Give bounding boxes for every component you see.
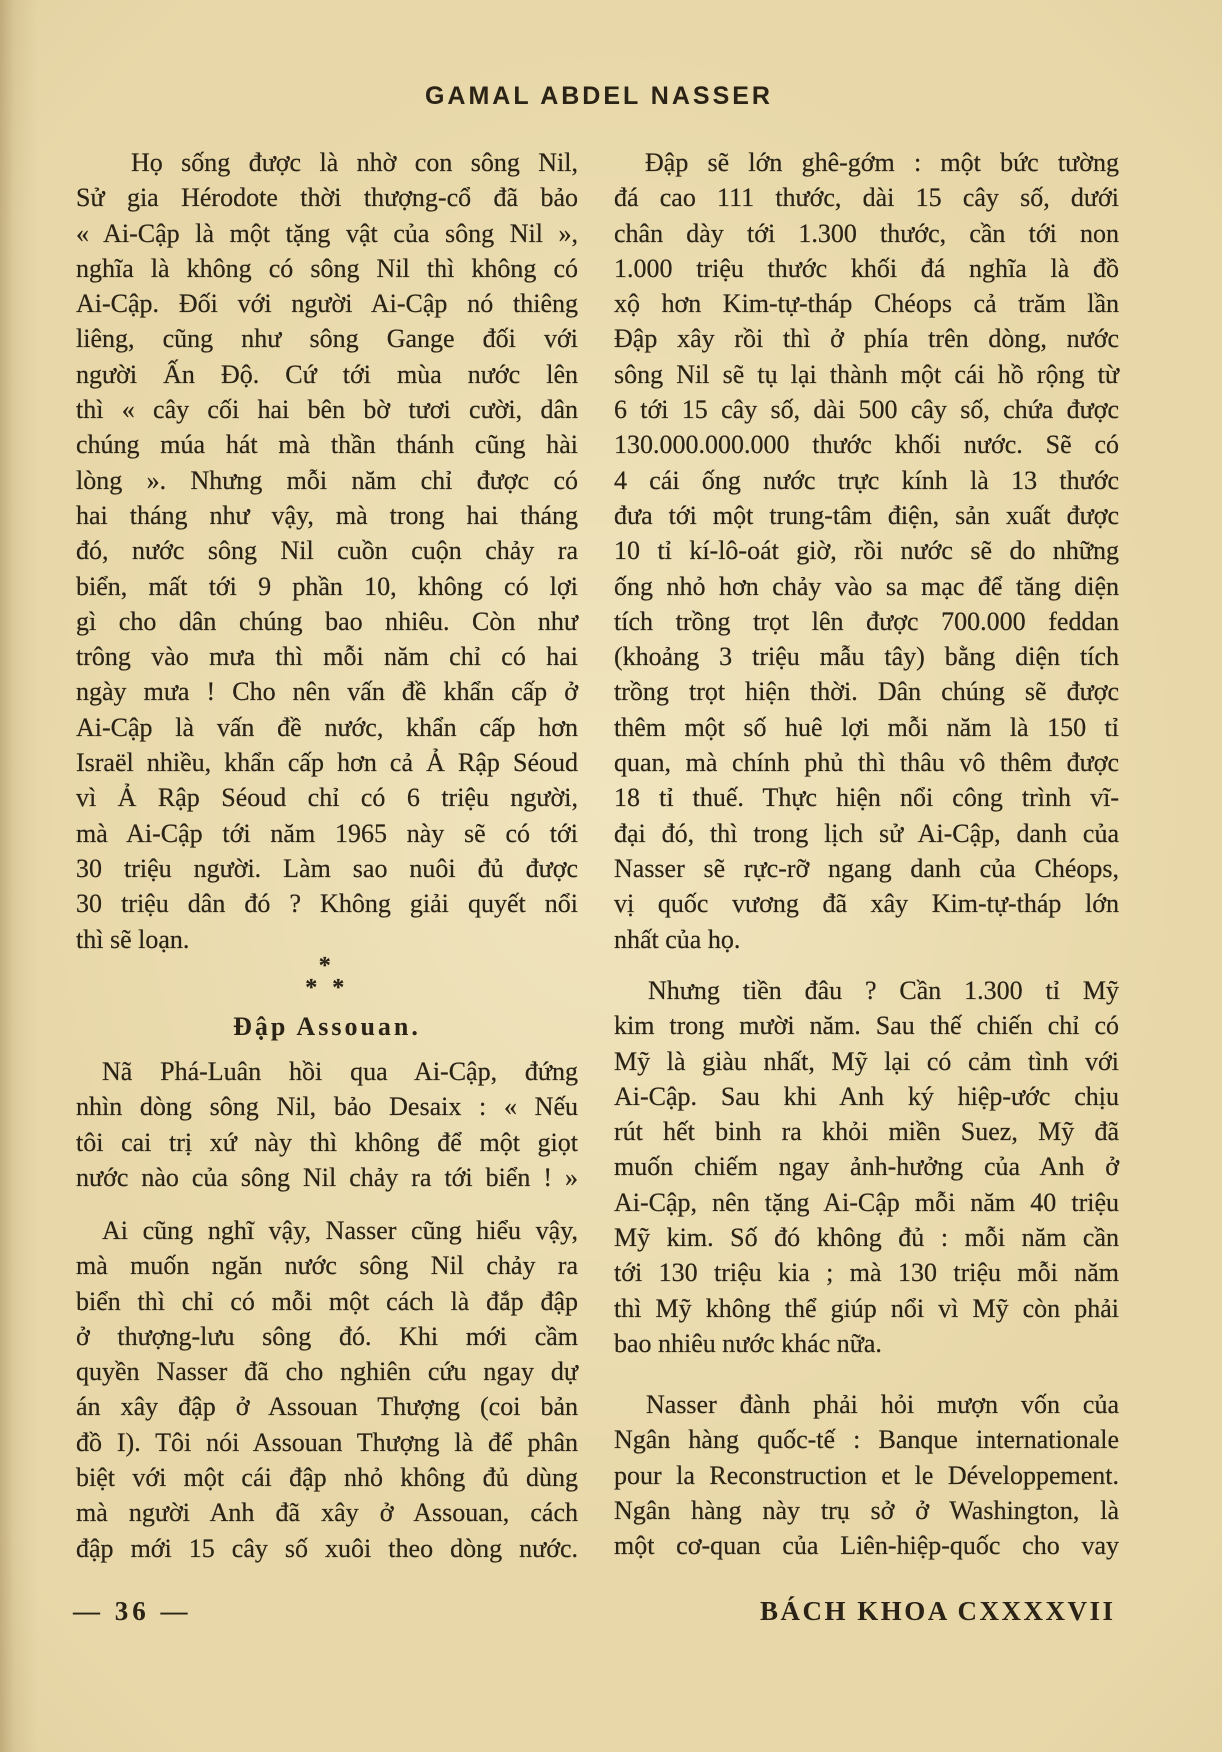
separator-stars: * * (305, 975, 349, 1001)
text-line: đại đó, thì trong lịch sử Ai-Cập, danh của (614, 818, 1119, 848)
text-line: Ai-Cập. Đối với người Ai-Cập nó thiêng (76, 289, 578, 319)
text-line: 130.000.000.000 thước khối nước. Sẽ có (614, 430, 1119, 460)
text-line: 30 triệu dân đó ? Không giải quyết nổi (76, 889, 578, 919)
text-line: mà muốn ngăn nước sông Nil chảy ra (76, 1251, 578, 1281)
text-line: 10 tỉ kí-lô-oát giờ, rồi nước sẽ do những (614, 536, 1119, 566)
text-line: Ai-Cập. Sau khi Anh ký hiệp-ước chịu (614, 1081, 1119, 1111)
text-line: Israël nhiều, khẩn cấp hơn cả Ả Rập Séoud (76, 748, 578, 778)
paragraph (614, 145, 1119, 957)
text-line: nước nào của sông Nil chảy ra tới biển ! » (76, 1162, 578, 1192)
text-line: thêm một số huê lợi mỗi năm là 150 tỉ (614, 712, 1119, 742)
text-line: đưa tới một trung-tâm điện, sản xuất được (614, 500, 1119, 530)
text-line: người Ấn Độ. Cứ tới mùa nước lên (76, 359, 578, 389)
text-line: ống nhỏ hơn chảy vào sa mạc để tăng diện (614, 571, 1119, 601)
text-line: Ai cũng nghĩ vậy, Nasser cũng hiểu vậy, (102, 1216, 578, 1245)
text-line: bao nhiêu nước khác nữa. (614, 1328, 882, 1358)
text-line: vì Ả Rập Séoud chỉ có 6 triệu người, (76, 783, 578, 813)
text-line: trồng trọt hiện thời. Dân chúng sẽ được (614, 677, 1119, 707)
text-line: đó, nước sông Nil cuồn cuộn chảy ra (76, 536, 578, 566)
separator-stars: * (318, 953, 336, 979)
text-line: Ai-Cập, nên tặng Ai-Cập mỗi năm 40 triệu (614, 1187, 1119, 1217)
text-line: biển, mất tới 9 phần 10, không có lợi (76, 571, 578, 601)
left-column (76, 0, 578, 1752)
text-line: liêng, cũng như sông Gange đối với (76, 324, 578, 354)
text-line: tích trồng trọt lên được 700.000 feddan (614, 606, 1119, 636)
paragraph (76, 1054, 578, 1195)
text-line: vị quốc vương đã xây Kim-tự-tháp lớn (614, 889, 1119, 919)
text-line: Sử gia Hérodote thời thượng-cổ đã bảo (76, 183, 578, 213)
text-line: mà Ai-Cập tới năm 1965 này sẽ có tới (76, 818, 578, 848)
text-line: Họ sống được là nhờ con sông Nil, (131, 148, 578, 177)
text-line: biển thì chỉ có mỗi một cách là đắp đập (76, 1286, 578, 1316)
text-line: Đập xây rồi thì ở phía trên dòng, nước (614, 324, 1119, 354)
text-line: Nasser đành phải hỏi mượn vốn của (646, 1390, 1119, 1419)
text-line: trông vào mưa thì mỗi năm chỉ có hai (76, 642, 578, 672)
text-line: ngày mưa ! Cho nên vấn đề khẩn cấp ở (76, 677, 578, 707)
text-line: gì cho dân chúng bao nhiêu. Còn như (76, 606, 578, 636)
text-line: Nhưng tiền đâu ? Cần 1.300 tỉ Mỹ (648, 976, 1119, 1005)
text-line: biệt với một cái đập nhỏ không đủ dùng (76, 1463, 578, 1493)
text-line: 6 tới 15 cây số, dài 500 cây số, chứa được (614, 395, 1119, 425)
paragraph (614, 973, 1119, 1361)
text-line: thì sẽ loạn. (76, 924, 190, 954)
text-line: 4 cái ống nước trực kính là 13 thước (614, 465, 1119, 495)
text-line: 18 tỉ thuế. Thực hiện nổi công trình vĩ- (614, 783, 1119, 813)
section-heading: Đập Assouan. (233, 1012, 421, 1041)
paragraph (76, 145, 578, 957)
text-line: Đập sẽ lớn ghê-gớm : một bức tường (645, 148, 1119, 177)
text-line: một cơ-quan của Liên-hiệp-quốc cho vay (614, 1531, 1119, 1561)
text-line: thì Mỹ không thể giúp nổi vì Mỹ còn phải (614, 1293, 1119, 1323)
text-line: Ai-Cập là vấn đề nước, khẩn cấp hơn (76, 712, 578, 742)
right-column (614, 0, 1119, 1752)
text-line: chân dày tới 1.300 thước, cần tới non (614, 218, 1119, 248)
text-line: đá cao 111 thước, dài 15 cây số, dưới (614, 183, 1119, 213)
text-line: pour la Reconstruction et le Développement. (614, 1460, 1119, 1490)
text-line: tôi cai trị xứ này thì không để một giọt (76, 1127, 578, 1157)
text-line: sông Nil sẽ tụ lại thành một cái hồ rộng từ (614, 359, 1119, 389)
text-line: Ngân hàng quốc-tế : Banque internationale (614, 1425, 1119, 1455)
text-line: rút hết binh ra khỏi miền Suez, Mỹ đã (614, 1117, 1119, 1147)
text-line: kim trong mười năm. Sau thế chiến chỉ có (614, 1011, 1119, 1041)
text-line: quan, mà chính phủ thì thâu vô thêm được (614, 748, 1119, 778)
text-line: đập mới 15 cây số xuôi theo dòng nước. (76, 1533, 578, 1563)
text-line: ở thượng-lưu sông đó. Khi mới cầm (76, 1321, 578, 1351)
text-line: xộ hơn Kim-tự-tháp Chéops cả trăm lần (614, 289, 1119, 319)
journal-issue: BÁCH KHOA CXXXXVII (760, 1596, 1116, 1626)
text-line: Nã Phá-Luân hồi qua Ai-Cập, đứng (102, 1057, 578, 1086)
text-line: nghĩa là không có sông Nil thì không có (76, 253, 578, 283)
text-line: tới 130 triệu kia ; mà 130 triệu mỗi năm (614, 1258, 1119, 1288)
text-line: muốn chiếm ngay ảnh-hưởng của Anh ở (614, 1152, 1119, 1182)
text-line: Mỹ là giàu nhất, Mỹ lại có cảm tình với (614, 1046, 1119, 1076)
text-line: 30 triệu người. Làm sao nuôi đủ được (76, 853, 578, 883)
text-line: án xây đập ở Assouan Thượng (coi bản (76, 1392, 578, 1422)
text-line: đồ I). Tôi nói Assouan Thượng là để phân (76, 1427, 578, 1457)
text-line: Ngân hàng này trụ sở ở Washington, là (614, 1495, 1119, 1525)
text-line: Mỹ kim. Số đó không đủ : mỗi năm cần (614, 1223, 1119, 1253)
text-line: nhìn dòng sông Nil, bảo Desaix : « Nếu (76, 1092, 578, 1122)
text-line: quyền Nasser đã cho nghiên cứu ngay dự (76, 1357, 578, 1387)
page-number: — 36 — (73, 1596, 192, 1626)
text-line: mà người Anh đã xây ở Assouan, cách (76, 1498, 578, 1528)
text-line: 1.000 triệu thước khối đá nghĩa là đồ (614, 253, 1119, 283)
text-line: hai tháng như vậy, mà trong hai tháng (76, 500, 578, 530)
running-head: GAMAL ABDEL NASSER (424, 82, 773, 110)
paragraph (614, 1387, 1119, 1563)
text-line: « Ai-Cập là một tặng vật của sông Nil », (76, 218, 578, 248)
text-line: (khoảng 3 triệu mẫu tây) bằng diện tích (614, 642, 1119, 672)
text-line: chúng múa hát mà thần thánh cũng hài (76, 430, 578, 460)
text-line: Nasser sẽ rực-rỡ ngang danh của Chéops, (614, 853, 1119, 883)
text-line: lòng ». Nhưng mỗi năm chỉ được có (76, 465, 578, 495)
text-line: nhất của họ. (614, 924, 741, 954)
paragraph (76, 1213, 578, 1566)
text-line: thì « cây cối hai bên bờ tươi cười, dân (76, 395, 578, 425)
section-separator (76, 955, 578, 999)
